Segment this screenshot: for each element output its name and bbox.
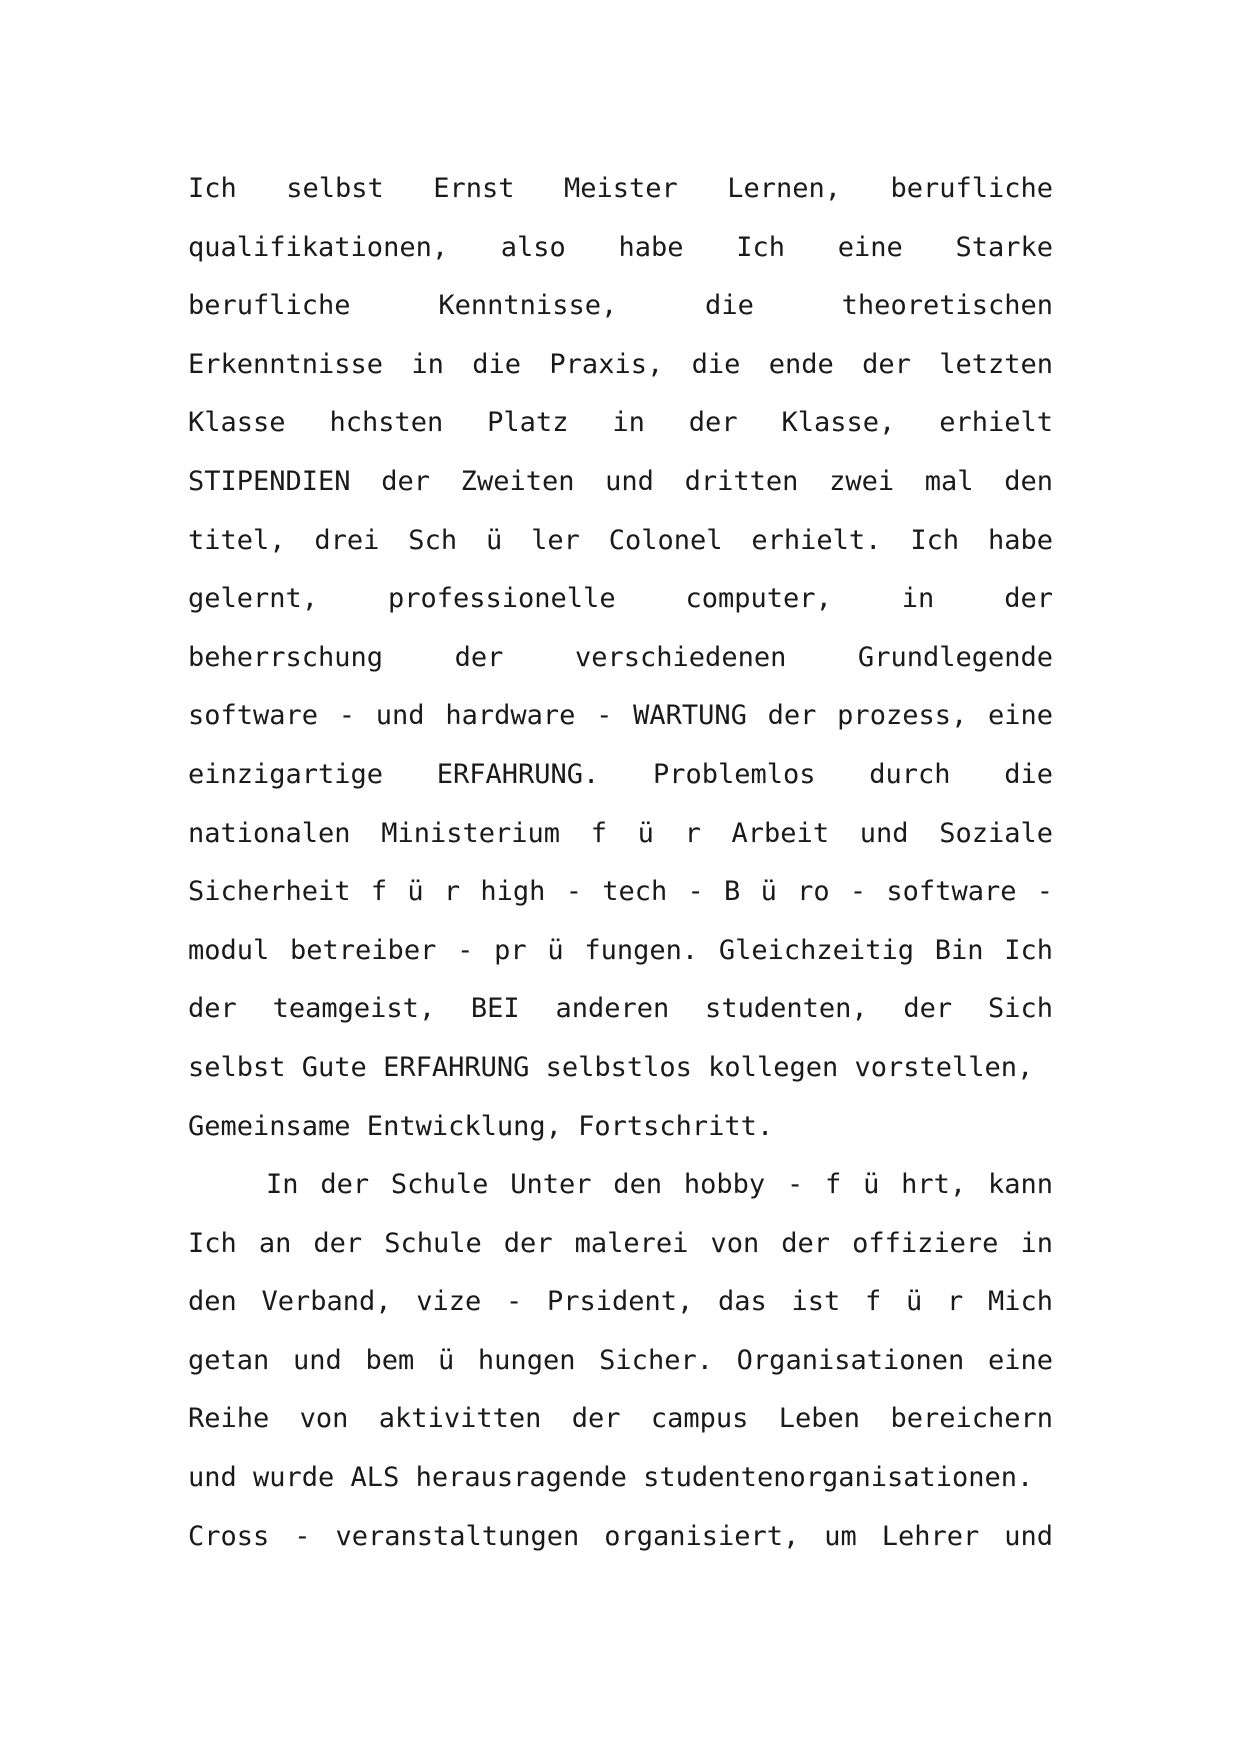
text-line: der teamgeist, BEI anderen studenten, der Sich xyxy=(188,993,1053,1025)
text-line: einzigartige ERFAHRUNG. Problemlos durch die xyxy=(188,758,1053,790)
text-line: Reihe von aktivitten der campus Leben bereichern xyxy=(188,1403,1053,1435)
text-line: Ich selbst Ernst Meister Lernen, berufliche xyxy=(188,173,1053,204)
text-line: beherrschung der verschiedenen Grundlegende xyxy=(188,641,1053,673)
text-line: qualifikationen, also habe Ich eine Starke xyxy=(188,231,1053,263)
text-line: In der Schule Unter den hobby - f ü hrt, kann xyxy=(266,1169,1053,1201)
text-line: Sicherheit f ü r high - tech - B ü ro - software - xyxy=(188,876,1053,908)
text-line: nationalen Ministerium f ü r Arbeit und Soziale xyxy=(188,817,1053,849)
text-line: Gemeinsame Entwicklung, Fortschritt. xyxy=(188,1110,774,1142)
text-line: software - und hardware - WARTUNG der prozess, eine xyxy=(188,700,1053,732)
text-line: titel, drei Sch ü ler Colonel erhielt. Ich habe xyxy=(188,524,1053,556)
text-line: gelernt, professionelle computer, in der xyxy=(188,583,1053,615)
text-line: Ich an der Schule der malerei von der offiziere in xyxy=(188,1227,1053,1259)
text-line: und wurde ALS herausragende studentenorganisationen. xyxy=(188,1462,1034,1494)
text-line: selbst Gute ERFAHRUNG selbstlos kollegen vorstellen, xyxy=(188,1051,1034,1083)
text-line: den Verband, vize - Prsident, das ist f ü r Mich xyxy=(188,1286,1053,1318)
body-text xyxy=(188,160,1053,1566)
text-line: modul betreiber - pr ü fungen. Gleichzeitig Bin Ich xyxy=(188,934,1053,966)
text-line: Cross - veranstaltungen organisiert, um Lehrer und xyxy=(188,1520,1053,1552)
text-line: Klasse hchsten Platz in der Klasse, erhielt xyxy=(188,407,1053,439)
text-line: berufliche Kenntnisse, die theoretischen xyxy=(188,290,1053,322)
text-line: STIPENDIEN der Zweiten und dritten zwei mal den xyxy=(188,465,1053,497)
text-line: getan und bem ü hungen Sicher. Organisationen eine xyxy=(188,1344,1053,1376)
text-line: Erkenntnisse in die Praxis, die ende der letzten xyxy=(188,348,1053,380)
